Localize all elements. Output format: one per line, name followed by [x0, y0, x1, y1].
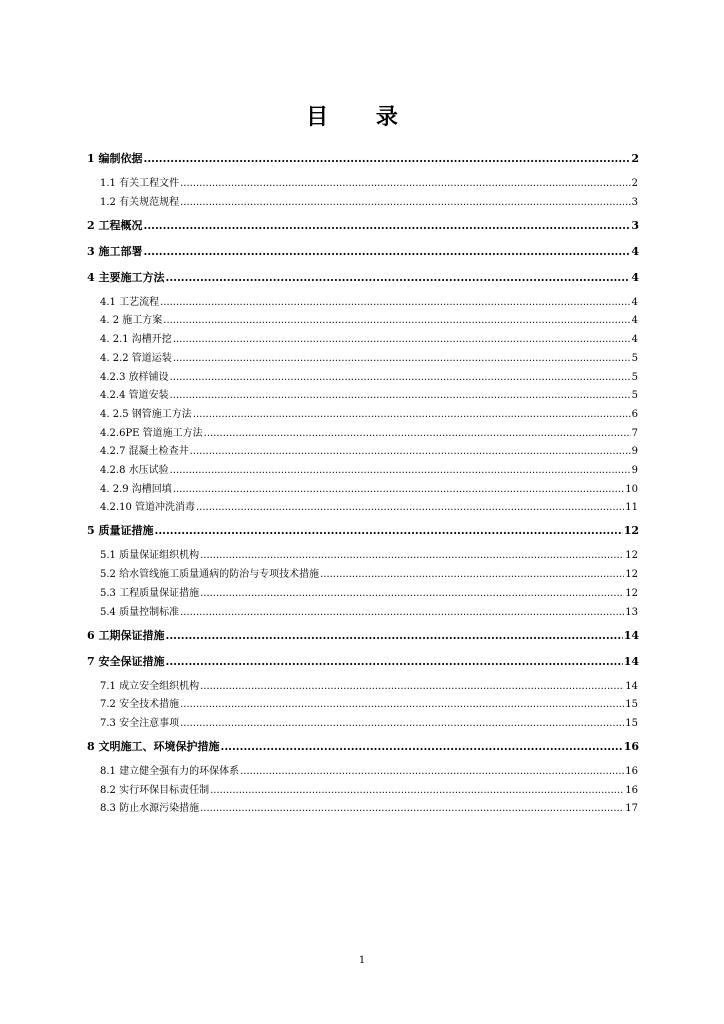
toc-entry-label: 7.3 安全注意事项 [100, 717, 180, 729]
toc-entry-page: 2 [631, 178, 638, 189]
toc-entry-page: 4 [631, 244, 639, 258]
toc-leader-dots [173, 353, 631, 364]
toc-leader-dots [190, 446, 631, 457]
toc-leader-dots [200, 588, 624, 599]
toc-subsection[interactable] [100, 405, 638, 420]
toc-leader-dots [173, 484, 624, 495]
toc-entry-page: 10 [625, 483, 638, 495]
toc-entry-label: 1.2 有关规范规程 [100, 196, 180, 208]
page-title: 目 录 [306, 104, 418, 130]
toc-entry-label: 4.2.10 管道冲洗消毒 [100, 502, 195, 514]
toc-section[interactable] [87, 269, 639, 285]
toc-entry-page: 14 [623, 654, 639, 668]
toc-entry-label: 8.1 建立健全强有力的环保体系 [100, 765, 240, 777]
toc-leader-dots [196, 502, 624, 513]
toc-subsection[interactable] [100, 584, 638, 599]
toc-section[interactable] [87, 653, 639, 669]
toc-section[interactable] [87, 217, 639, 233]
toc-leader-dots [180, 699, 624, 710]
toc-subsection[interactable] [100, 330, 638, 345]
toc-section[interactable] [87, 243, 639, 259]
toc-entry-page: 6 [631, 408, 638, 420]
toc-entry-label: 4. 2.9 沟槽回填 [100, 483, 172, 495]
toc-entry-page: 14 [623, 628, 639, 642]
toc-entry-label: 6 工期保证措施 [87, 628, 165, 642]
toc-subsection[interactable] [100, 368, 638, 383]
toc-subsection[interactable] [100, 193, 638, 208]
toc-entry-label: 4.1 工艺流程 [100, 296, 160, 308]
toc-entry-page: 15 [625, 717, 638, 729]
toc-leader-dots [143, 152, 630, 165]
toc-subsection[interactable] [100, 424, 638, 439]
toc-leader-dots [193, 409, 631, 420]
toc-leader-dots [165, 629, 622, 642]
toc-leader-dots [200, 550, 624, 561]
toc-entry-page: 4 [631, 315, 638, 327]
toc-entry-page: 12 [625, 587, 638, 599]
toc-subsection[interactable] [100, 461, 638, 476]
toc-entry-page: 16 [625, 765, 638, 777]
toc-subsection[interactable] [100, 781, 638, 796]
toc-entry-page: 7 [631, 427, 638, 439]
toc-leader-dots [180, 607, 624, 618]
toc-entry-page: 4 [631, 296, 638, 308]
toc-leader-dots [180, 718, 624, 729]
toc-entry-page: 5 [631, 390, 638, 402]
toc-subsection[interactable] [100, 386, 638, 401]
toc-section[interactable] [87, 627, 639, 643]
toc-entry-page: 9 [631, 465, 638, 476]
toc-entry-page: 3 [631, 196, 638, 208]
toc-entry-label: 5.4 质量控制标准 [100, 606, 180, 618]
toc-entry-page: 16 [625, 784, 638, 796]
toc-subsection[interactable] [100, 174, 638, 189]
toc-subsection[interactable] [100, 714, 638, 729]
toc-leader-dots [170, 390, 631, 401]
page-number: 1 [358, 955, 366, 966]
toc-entry-page: 14 [625, 680, 638, 692]
toc-entry-label: 4.2.4 管道安装 [100, 390, 169, 402]
toc-entry-label: 1 编制依据 [87, 152, 143, 165]
toc-leader-dots [320, 569, 624, 580]
toc-entry-page: 3 [631, 218, 639, 232]
toc-entry-page: 13 [625, 606, 638, 618]
toc-subsection[interactable] [100, 677, 638, 692]
toc-entry-label: 3 施工部署 [87, 244, 143, 258]
toc-entry-label: 5 质量证措施 [87, 524, 154, 538]
toc-entry-label: 4. 2.2 管道运装 [100, 352, 172, 364]
toc-entry-label: 8.3 防止水源污染措施 [100, 803, 200, 815]
toc-leader-dots [180, 197, 631, 208]
toc-entry-page: 5 [631, 352, 638, 364]
toc-entry-label: 8.2 实行环保目标责任制 [100, 784, 210, 796]
toc-leader-dots [163, 315, 630, 326]
toc-entry-label: 1.1 有关工程文件 [100, 178, 180, 189]
toc-entry-page: 5 [631, 371, 638, 383]
toc-entry-page: 12 [623, 524, 639, 538]
toc-subsection[interactable] [100, 799, 638, 814]
toc-entry-page: 4 [631, 334, 638, 346]
toc-subsection[interactable] [100, 498, 638, 513]
toc-subsection[interactable] [100, 442, 638, 457]
toc-leader-dots [210, 785, 624, 796]
toc-entry-page: 11 [625, 502, 638, 514]
toc-subsection[interactable] [100, 603, 638, 618]
toc-leader-dots [160, 297, 631, 308]
toc-entry-label: 5.3 工程质量保证措施 [100, 587, 200, 599]
toc-entry-label: 4.2.8 水压试验 [100, 465, 169, 476]
toc-entry-page: 12 [625, 569, 638, 581]
toc-leader-dots [143, 219, 630, 232]
toc-subsection[interactable] [100, 480, 638, 495]
toc-leader-dots [180, 178, 631, 189]
toc-entry-page: 4 [631, 270, 639, 284]
toc-leader-dots [154, 524, 622, 537]
toc-entry-page: 9 [631, 446, 638, 458]
toc-entry-label: 7.1 成立安全组织机构 [100, 680, 200, 692]
toc-subsection[interactable] [100, 311, 638, 326]
toc-entry-page: 15 [625, 699, 638, 711]
toc-leader-dots [165, 655, 622, 668]
toc-leader-dots [220, 740, 622, 753]
toc-entry-label: 5.2 给水管线施工质量通病的防治与专项技术措施 [100, 569, 320, 581]
toc-entry-label: 4.2.6PE 管道施工方法 [100, 427, 203, 439]
toc-leader-dots [143, 245, 630, 258]
toc-leader-dots [200, 803, 624, 814]
toc-entry-label: 2 工程概况 [87, 218, 143, 232]
toc-entry-label: 4 主要施工方法 [87, 270, 165, 284]
toc-entry-label: 4. 2.1 沟槽开挖 [100, 334, 172, 346]
toc-entry-label: 4. 2 施工方案 [100, 315, 163, 327]
toc-entry-label: 5.1 质量保证组织机构 [100, 550, 200, 562]
toc-entry-label: 4. 2.5 钢管施工方法 [100, 408, 192, 420]
toc-leader-dots [204, 428, 631, 439]
toc-entry-label: 4.2.7 混凝土检查井 [100, 446, 189, 458]
toc-entry-page: 12 [625, 550, 638, 562]
toc-entry-label: 8 文明施工、环境保护措施 [87, 739, 220, 753]
toc-entry-label: 4.2.3 放样铺设 [100, 371, 169, 383]
toc-leader-dots [165, 271, 630, 284]
toc-subsection[interactable] [100, 349, 638, 364]
toc-entry-label: 7.2 安全技术措施 [100, 699, 180, 711]
toc-subsection[interactable] [100, 546, 638, 561]
toc-subsection[interactable] [100, 293, 638, 308]
toc-entry-page: 16 [623, 739, 639, 753]
toc-entry-page: 17 [625, 803, 638, 815]
toc-section[interactable] [87, 738, 639, 754]
toc-entry-label: 7 安全保证措施 [87, 654, 165, 668]
toc-entry-page: 2 [631, 152, 639, 165]
toc-subsection[interactable] [100, 565, 638, 580]
toc-leader-dots [240, 766, 624, 777]
toc-leader-dots [173, 334, 631, 345]
toc-subsection[interactable] [100, 762, 638, 777]
toc-subsection[interactable] [100, 695, 638, 710]
toc-leader-dots [170, 465, 631, 476]
toc-leader-dots [200, 681, 624, 692]
toc-section[interactable] [87, 150, 639, 166]
toc-leader-dots [170, 372, 631, 383]
toc-section[interactable] [87, 522, 639, 538]
